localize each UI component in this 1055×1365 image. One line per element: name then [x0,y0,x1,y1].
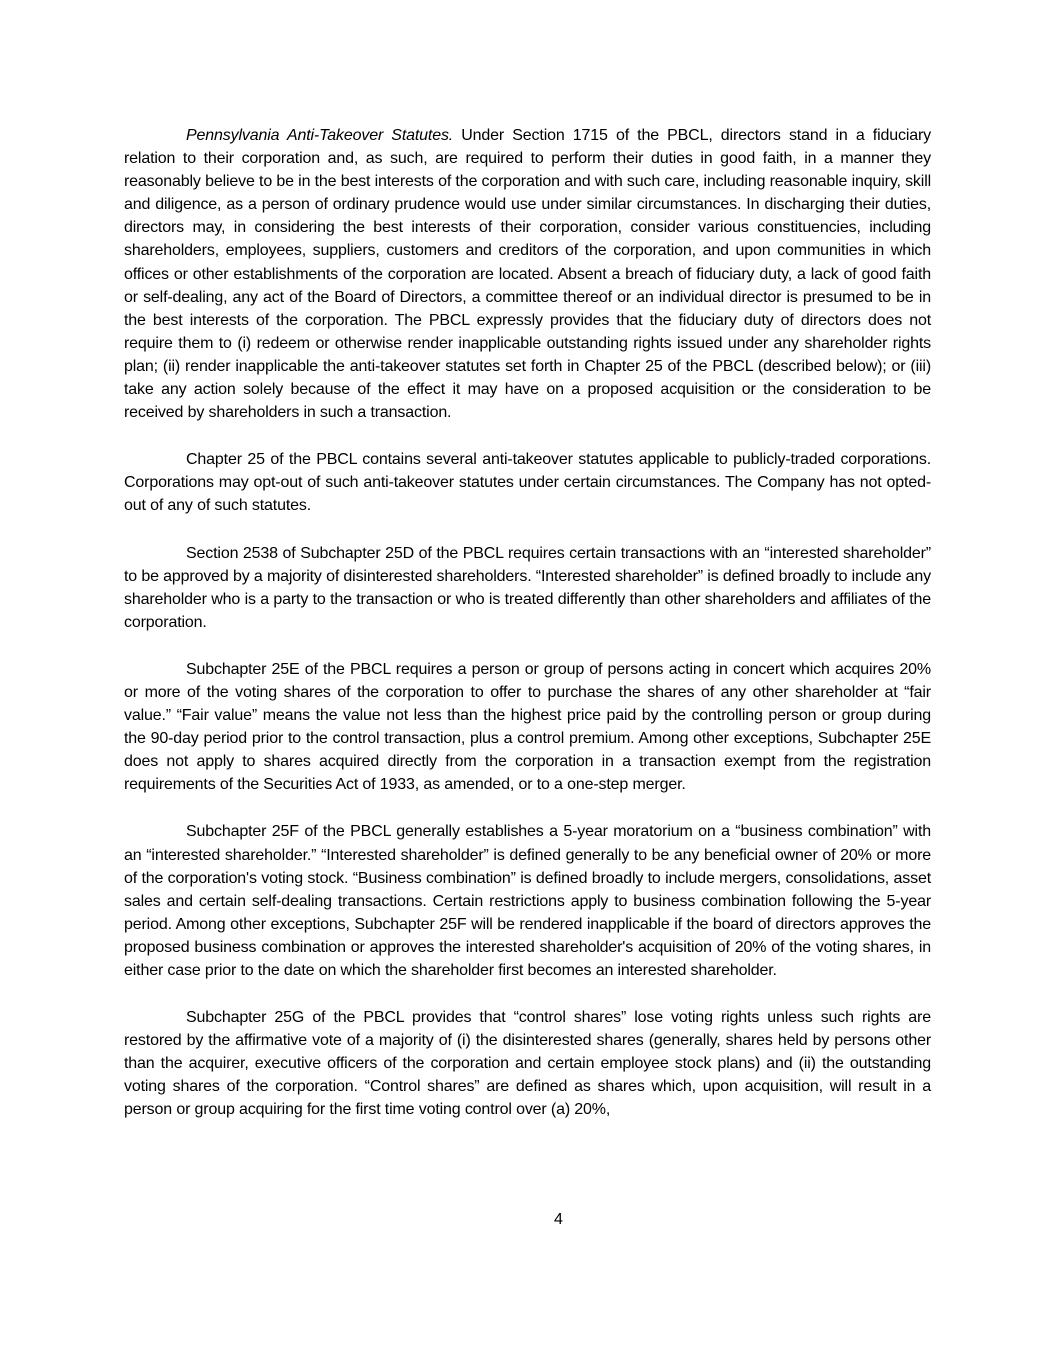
paragraph-subchapter-25g [124,1006,931,1121]
paragraph-chapter-25 [124,448,931,517]
paragraph-section-2538 [124,542,931,634]
document-body [124,124,931,1122]
paragraph-lead-in: Pennsylvania Anti-Takeover Statutes. [186,127,454,144]
paragraph-subchapter-25e [124,658,931,797]
paragraph-text: Under Section 1715 of the PBCL, directors stand in a fiduciary relation to their corporation and, as such, are required to perform their duties in good faith, in a manner they reasonably believe to be in the best interests of the corporation and with such care, including reasonable inquiry, skill and diligence, as a person of ordinary prudence would use under similar circumstances. In discharging their duties, directors may, in considering the best interests of their corporation, consider various constituencies, including shareholders, employees, suppliers, customers and creditors of the corporation, and upon communities in which offices or other establishments of the corporation are located. Absent a breach of fiduciary duty, a lack of good faith or self-dealing, any act of the Board of Directors, a committee thereof or an individual director is presumed to be in the best interests of the corporation. The PBCL expressly provides that the fiduciary duty of directors does not require them to (i) redeem or otherwise render inapplicable outstanding rights issued under any shareholder rights plan; (ii) render inapplicable the anti-takeover statutes set forth in Chapter 25 of the PBCL (described below); or (iii) take any action solely because of the effect it may have on a proposed acquisition or the consideration to be received by shareholders in such a transaction. [124,127,931,422]
paragraph-text: Chapter 25 of the PBCL contains several anti-takeover statutes applicable to publicly-traded corporations. Corporations may opt-out of such anti-takeover statutes under certain circumstances. The Company has not opted-out of any of such statutes. [124,451,931,515]
paragraph-anti-takeover-statutes [124,124,931,424]
paragraph-text: Subchapter 25E of the PBCL requires a person or group of persons acting in concert which acquires 20% or more of the voting shares of the corporation to offer to purchase the shares of any other shareholder at “fair value.” “Fair value” means the value not less than the highest price paid by the controlling person or group during the 90-day period prior to the control transaction, plus a control premium. Among other exceptions, Subchapter 25E does not apply to shares acquired directly from the corporation in a transaction exempt from the registration requirements of the Securities Act of 1933, as amended, or to a one-step merger. [124,660,931,794]
paragraph-text: Section 2538 of Subchapter 25D of the PBCL requires certain transactions with an “interested shareholder” to be approved by a majority of disinterested shareholders. “Interested shareholder” is defined broadly to include any shareholder who is a party to the transaction or who is treated differently than other shareholders and affiliates of the corporation. [124,544,931,631]
page-number: 4 [554,1211,563,1228]
paragraph-subchapter-25f [124,820,931,982]
paragraph-text: Subchapter 25G of the PBCL provides that “control shares” lose voting rights unless such rights are restored by the affirmative vote of a majority of (i) the disinterested shares (generally, shares held by persons other than the acquirer, executive officers of the corporation and certain employee stock plans) and (ii) the outstanding voting shares of the corporation. “Control shares” are defined as shares which, upon acquisition, will result in a person or group acquiring for the first time voting control over (a) 20%, [124,1009,931,1119]
paragraph-text: Subchapter 25F of the PBCL generally establishes a 5-year moratorium on a “business combination” with an “interested shareholder.” “Interested shareholder” is defined generally to be any beneficial owner of 20% or more of the corporation's voting stock. “Business combination” is defined broadly to include mergers, consolidations, asset sales and certain self-dealing transactions. Certain restrictions apply to business combination following the 5-year period. Among other exceptions, Subchapter 25F will be rendered inapplicable if the board of directors approves the proposed business combination or approves the interested shareholder's acquisition of 20% of the voting shares, in either case prior to the date on which the shareholder first becomes an interested shareholder. [124,823,931,979]
